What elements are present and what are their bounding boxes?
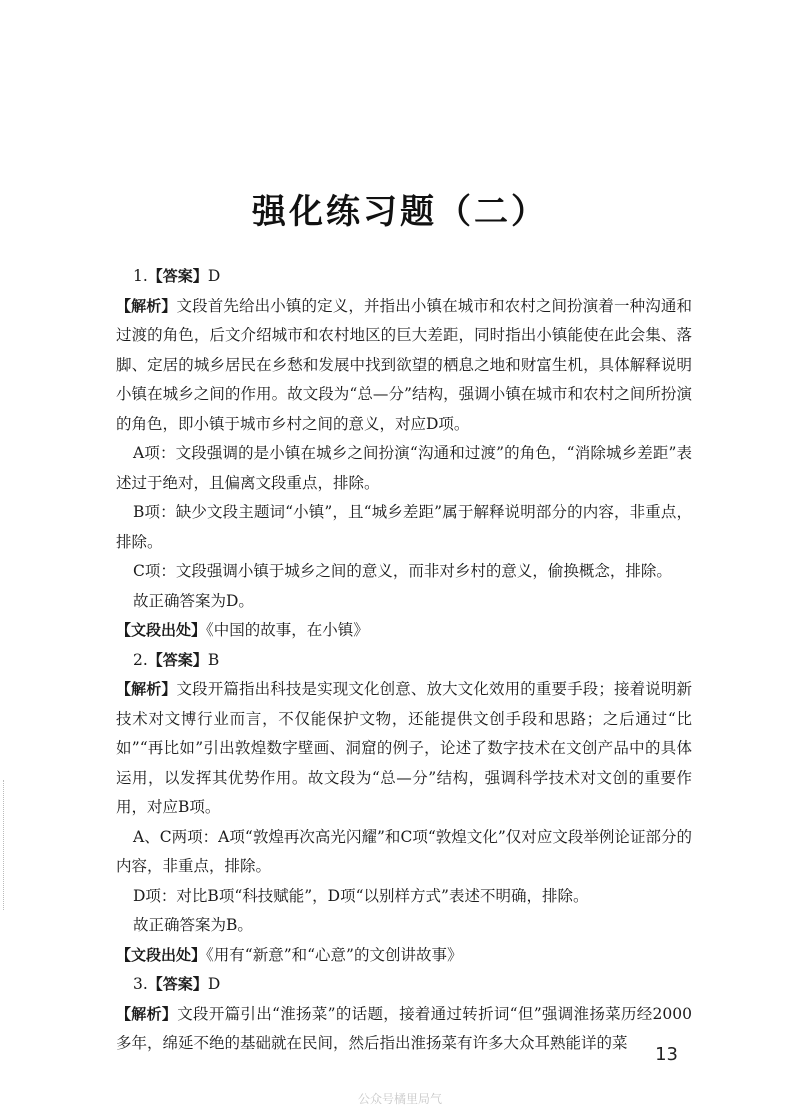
paragraph-text: 文段首先给出小镇的定义，并指出小镇在城市和农村之间扮演着一种沟通和过渡的角色，后文介绍城市和农村地区的巨大差距，同时指出小镇能使在此会集、落脚、定居的城乡居民在乡愁和发展中找到欲望的栖息之地和财富生机，具体解释说明小镇在城乡之间的作用。故文段为“总—分”结构，强调小镇在城市和农村之间所扮演的角色，即小镇于城市乡村之间的意义，对应D项。 — [116, 296, 692, 433]
paragraph-q1-answer — [116, 262, 692, 292]
section-tag: 【答案】 — [147, 650, 208, 669]
paragraph-text: 《用有“新意”和“心意”的文创讲故事》 — [206, 945, 463, 964]
page-number: 13 — [655, 1044, 678, 1065]
paragraph-q2-source — [116, 941, 692, 971]
paragraph-text: C项：文段强调小镇于城乡之间的意义，而非对乡村的意义，偷换概念，排除。 — [133, 562, 672, 580]
paragraph-q2-conclusion — [116, 911, 692, 941]
paragraph-text: 故正确答案为B。 — [133, 916, 253, 934]
paragraph-text: D项：对比B项“科技赋能”，D项“以别样方式”表述不明确，排除。 — [133, 886, 589, 905]
paragraph-text: D — [207, 975, 221, 993]
scan-edge-marks — [3, 780, 6, 910]
paragraph-text: 文段开篇引出“淮扬菜”的话题，接着通过转折词“但”强调淮扬菜历经2000多年，绵延不绝的基础就在民间，然后指出淮扬菜有许多大众耳熟能详的菜 — [116, 1004, 692, 1052]
section-tag: 【文段出处】 — [116, 621, 207, 639]
section-tag: 【答案】 — [147, 267, 208, 285]
question-number: 1. — [133, 267, 148, 285]
question-number: 2. — [133, 650, 148, 669]
paragraph-text: 文段开篇指出科技是实现文化创意、放大文化效用的重要手段；接着说明新技术对文博行业而言，不仅能保护文物，还能提供文创手段和思路；之后通过“比如”“再比如”引出敦煌数字壁画、洞窟的例子，论述了数字技术在文创产品中的具体运用，以发挥其优势作用。故文段为“总—分”结构，强调科学技术对文创的重要作用，对应B项。 — [116, 680, 692, 816]
paragraph-q2-option-d — [116, 882, 692, 912]
section-tag: 【解析】 — [116, 1004, 178, 1023]
paragraph-q3-answer — [116, 970, 692, 1000]
paragraph-text: 《中国的故事，在小镇》 — [206, 621, 369, 639]
paragraph-q1-option-b — [116, 498, 692, 557]
paragraph-text: A、C两项：A项“敦煌再次高光闪耀”和C项“敦煌文化”仅对应文段举例论证部分的内容，非重点，排除。 — [116, 827, 692, 875]
paragraph-q3-analysis — [116, 1000, 692, 1059]
paragraph-text: A项：文段强调的是小镇在城乡之间扮演“沟通和过渡”的角色，“消除城乡差距”表述过于绝对，且偏离文段重点，排除。 — [116, 444, 692, 492]
paragraph-q2-answer — [116, 646, 692, 676]
paragraph-q1-conclusion — [116, 587, 692, 617]
paragraph-q1-option-a — [116, 439, 692, 498]
section-tag: 【答案】 — [147, 975, 208, 993]
paragraph-text: B — [207, 650, 220, 669]
paragraph-text: B项：缺少文段主题词“小镇”，且“城乡差距”属于解释说明部分的内容，非重点，排除。 — [116, 503, 692, 551]
paragraph-text: D — [207, 267, 221, 285]
paragraph-q1-analysis — [116, 292, 692, 440]
section-tag: 【解析】 — [116, 296, 177, 315]
watermark-text: 公众号橘里局气 — [357, 1092, 442, 1106]
paragraph-q2-option-ac — [116, 823, 692, 882]
page-title: 强化练习题（二） — [252, 192, 548, 232]
section-tag: 【解析】 — [116, 680, 177, 698]
answer-explanations — [116, 262, 692, 1059]
question-number: 3. — [133, 975, 148, 993]
paragraph-q2-analysis — [116, 675, 692, 823]
section-tag: 【文段出处】 — [116, 945, 207, 964]
paragraph-q1-source — [116, 616, 692, 646]
paragraph-text: 故正确答案为D。 — [133, 591, 254, 610]
paragraph-q1-option-c — [116, 557, 692, 587]
